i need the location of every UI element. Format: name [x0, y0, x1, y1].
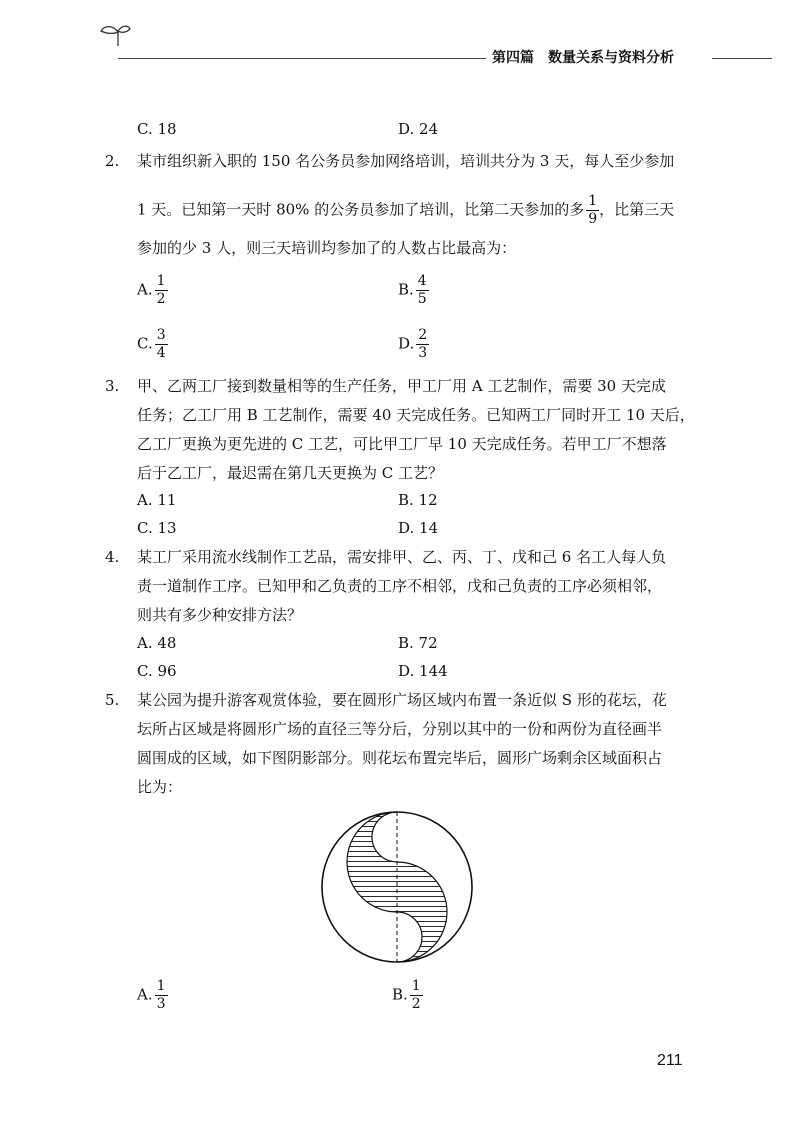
prev-option-d: D. 24	[398, 120, 439, 138]
header-rule-left	[118, 58, 486, 59]
question-4-option-b: B. 72	[398, 634, 438, 652]
option-fraction	[410, 978, 423, 1013]
fraction-denominator: 9	[588, 211, 598, 227]
question-3-option-a: A. 11	[137, 491, 177, 509]
question-4-line-1: 某工厂采用流水线制作工艺品，需安排甲、乙、丙、丁、戊和己 6 名工人每人负	[137, 548, 667, 566]
fraction-denominator: 5	[417, 291, 427, 307]
fraction-numerator: 4	[417, 273, 427, 289]
running-header	[492, 47, 708, 67]
question-5-option-a	[137, 978, 168, 1013]
question-4-number: 4.	[105, 548, 120, 566]
fraction-numerator: 3	[156, 327, 166, 343]
fraction-one-ninth	[586, 193, 599, 228]
question-2-option-c	[137, 327, 168, 362]
header-rule-right	[712, 58, 772, 59]
fraction-denominator: 4	[156, 345, 166, 361]
question-5-line-2: 坛所占区域是将圆形广场的直径三等分后，分别以其中的一份和两份为直径画半	[137, 720, 663, 738]
fraction-numerator: 2	[418, 327, 428, 343]
flowerbed-diagram	[318, 804, 476, 970]
question-2-line-2-text-a: 1 天。已知第一天时 80% 的公务员参加了培训，比第二天参加的多	[137, 200, 585, 219]
question-4-option-c: C. 96	[137, 662, 177, 680]
question-4-option-d: D. 144	[398, 662, 448, 680]
fraction-numerator: 1	[156, 978, 166, 994]
question-3-option-d: D. 14	[398, 519, 439, 537]
fraction-denominator: 2	[156, 291, 166, 307]
option-label: C.	[137, 334, 153, 353]
question-2-option-d	[398, 327, 429, 362]
fraction-denominator: 3	[418, 345, 428, 361]
option-fraction	[155, 327, 168, 362]
option-label: B.	[392, 985, 408, 1004]
question-5-line-1: 某公园为提升游客观赏体验，要在圆形广场区域内布置一条近似 S 形的花坛，花	[137, 691, 667, 709]
question-4-line-2: 责一道制作工序。已知甲和乙负责的工序不相邻，戊和己负责的工序必须相邻，	[137, 577, 663, 595]
question-3-line-1: 甲、乙两工厂接到数量相等的生产任务，甲工厂用 A 工艺制作，需要 30 天完成	[137, 377, 666, 395]
header-part: 第四篇	[492, 50, 534, 66]
question-3-line-3: 乙工厂更换为更先进的 C 工艺，可比甲工厂早 10 天完成任务。若甲工厂不想落	[137, 435, 667, 453]
option-label: B.	[398, 280, 414, 299]
fraction-numerator: 1	[588, 193, 598, 209]
question-2-option-a	[137, 273, 168, 308]
question-2-option-b	[398, 273, 429, 308]
question-2-line-3: 参加的少 3 人，则三天培训均参加了的人数占比最高为：	[137, 239, 517, 257]
sprout-icon	[98, 22, 132, 48]
question-3-line-4: 后于乙工厂，最迟需在第几天更换为 C 工艺？	[137, 464, 444, 482]
question-3-option-c: C. 13	[137, 519, 177, 537]
option-label: A.	[137, 985, 153, 1004]
header-section: 数量关系与资料分析	[548, 50, 674, 66]
option-fraction	[416, 327, 429, 362]
page-number: 211	[657, 1052, 683, 1069]
fraction-numerator: 1	[411, 978, 421, 994]
question-5-line-4: 比为：	[137, 778, 183, 796]
question-2-line-2-text-b: ，比第三天	[599, 200, 675, 219]
option-label: A.	[137, 280, 153, 299]
question-3-line-2: 任务；乙工厂用 B 工艺制作，需要 40 天完成任务。已知两工厂同时开工 10 天后，	[137, 406, 695, 424]
option-fraction	[155, 273, 168, 308]
question-2-number: 2.	[105, 152, 120, 170]
question-4-option-a: A. 48	[137, 634, 177, 652]
question-4-line-3: 则共有多少种安排方法？	[137, 606, 303, 624]
question-5-line-3: 圆围成的区域，如下图阴影部分。则花坛布置完毕后，圆形广场剩余区域面积占	[137, 749, 663, 767]
question-2-line-1: 某市组织新入职的 150 名公务员参加网络培训，培训共分为 3 天，每人至少参加	[137, 152, 675, 170]
prev-option-c: C. 18	[137, 120, 177, 138]
question-3-number: 3.	[105, 377, 120, 395]
question-5-option-b	[392, 978, 423, 1013]
question-5-number: 5.	[105, 691, 120, 709]
fraction-denominator: 3	[156, 996, 166, 1012]
fraction-denominator: 2	[411, 996, 421, 1012]
question-2-line-2	[137, 193, 674, 228]
question-3-option-b: B. 12	[398, 491, 438, 509]
option-fraction	[416, 273, 429, 308]
fraction-numerator: 1	[156, 273, 166, 289]
option-fraction	[155, 978, 168, 1013]
option-label: D.	[398, 334, 415, 353]
